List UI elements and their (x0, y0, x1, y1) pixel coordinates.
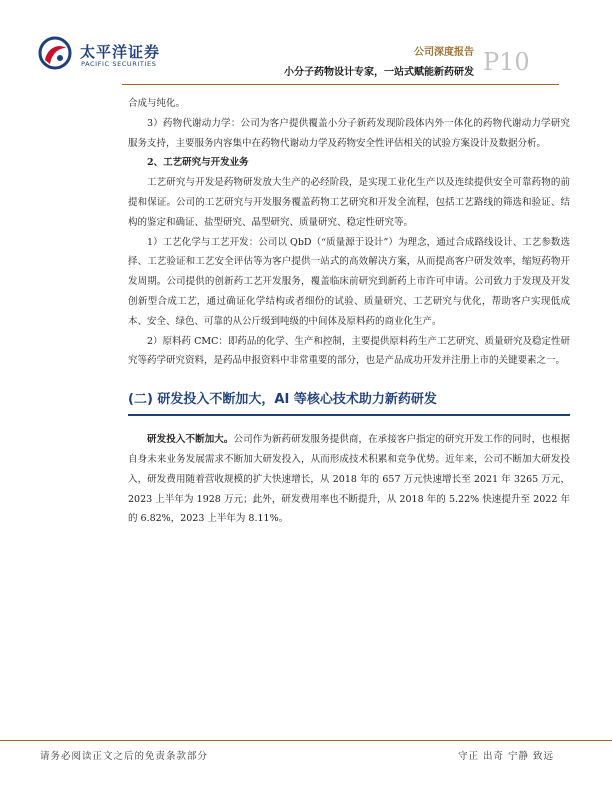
report-type: 公司深度报告 (414, 47, 474, 58)
lead-in-bold: 研发投入不断加大。 (147, 434, 234, 446)
report-subtitle: 小分子药物设计专家，一站式赋能新药研发 (284, 67, 474, 78)
header-divider (122, 84, 559, 85)
subsection-heading: 2、工艺研究与开发业务 (147, 157, 249, 169)
brand-name-en: PACIFIC SECURITIES (81, 60, 157, 68)
footer-divider (0, 740, 612, 741)
paragraph: 2）原料药 CMC：即药品的化学、生产和控制，主要提供原料药生产工艺研究、质量研究及稳定性研究等药学研究资料，是药品申报资料中非常重要的部分，也是产品成功开发并注册上市的关键要素之一。 (128, 335, 570, 367)
paragraph: 工艺研究与开发是药物研发放大生产的必经阶段，是实现工业化生产以及连续提供安全可靠药物的前提和保证。公司的工艺研究与开发服务覆盖药物工艺研究和开发全流程，包括工艺路线的筛选和验证、结构的鉴定和确证、盐型研究、晶型研究、质量研究、稳定性研究等。 (128, 177, 570, 228)
paragraph: 1）工艺化学与工艺开发：公司以 QbD（“质量源于设计”）为理念，通过合成路线设计、工艺参数选择、工艺验证和工艺安全评估等为客户提供一站式的高效解决方案，从而提高客户研发效率，缩短药物开发周期。公司提供的创新药工艺开发服务，覆盖临床前研究到新药上市许可申请。公司致力于发现及开发创新型合成工艺，通过确证化学结构或者细份的试验、质量研究、工艺研究与优化，帮助客户实现低成本、安全、绿色、可靠的从公斤级到吨级的中间体及原料药的商业化生产。 (128, 236, 570, 327)
footer-motto: 守正 出奇 宁静 致远 (458, 751, 555, 762)
brand-name-cn: 太平洋证券 (80, 43, 161, 61)
pacific-securities-logo-icon (38, 36, 72, 70)
page-header (0, 0, 612, 90)
page-number: P10 (483, 48, 530, 76)
footer-disclaimer: 请务必阅读正文之后的免责条款部分 (40, 751, 209, 762)
paragraph (128, 430, 570, 529)
section-heading: (二) 研发投入不断加大，AI 等核心技术助力新药研发 (128, 389, 570, 416)
paragraph: 合成与纯化。 (128, 98, 186, 109)
paragraph: 3）药物代谢动力学：公司为客户提供覆盖小分子新药发现阶段体内外一体化的药物代谢动力学研究服务支持，主要服务内容集中在药物代谢动力学及药物安全性评估相关的试验方案设计及数据分析。 (128, 117, 570, 149)
main-content (128, 94, 570, 529)
paragraph-text: 公司作为新药研发服务提供商，在承接客户指定的研究开发工作的同时，也根据自身未来业务发展需求不断加大研发投入，从而形成技术积累和竞争优势。近年来，公司不断加大研发投入，研发费用随着营收规模的扩大快速增长，从 2018 年的 657 万元快速增长至 2021 年 3265 万元，2023 上半年为 1928 万元；此外，研发费用率也不断提升，从 2018 年的 5.22% 快速提升至 2022 年的 6.82%，2023 上半年为 8.11%。 (128, 434, 570, 525)
